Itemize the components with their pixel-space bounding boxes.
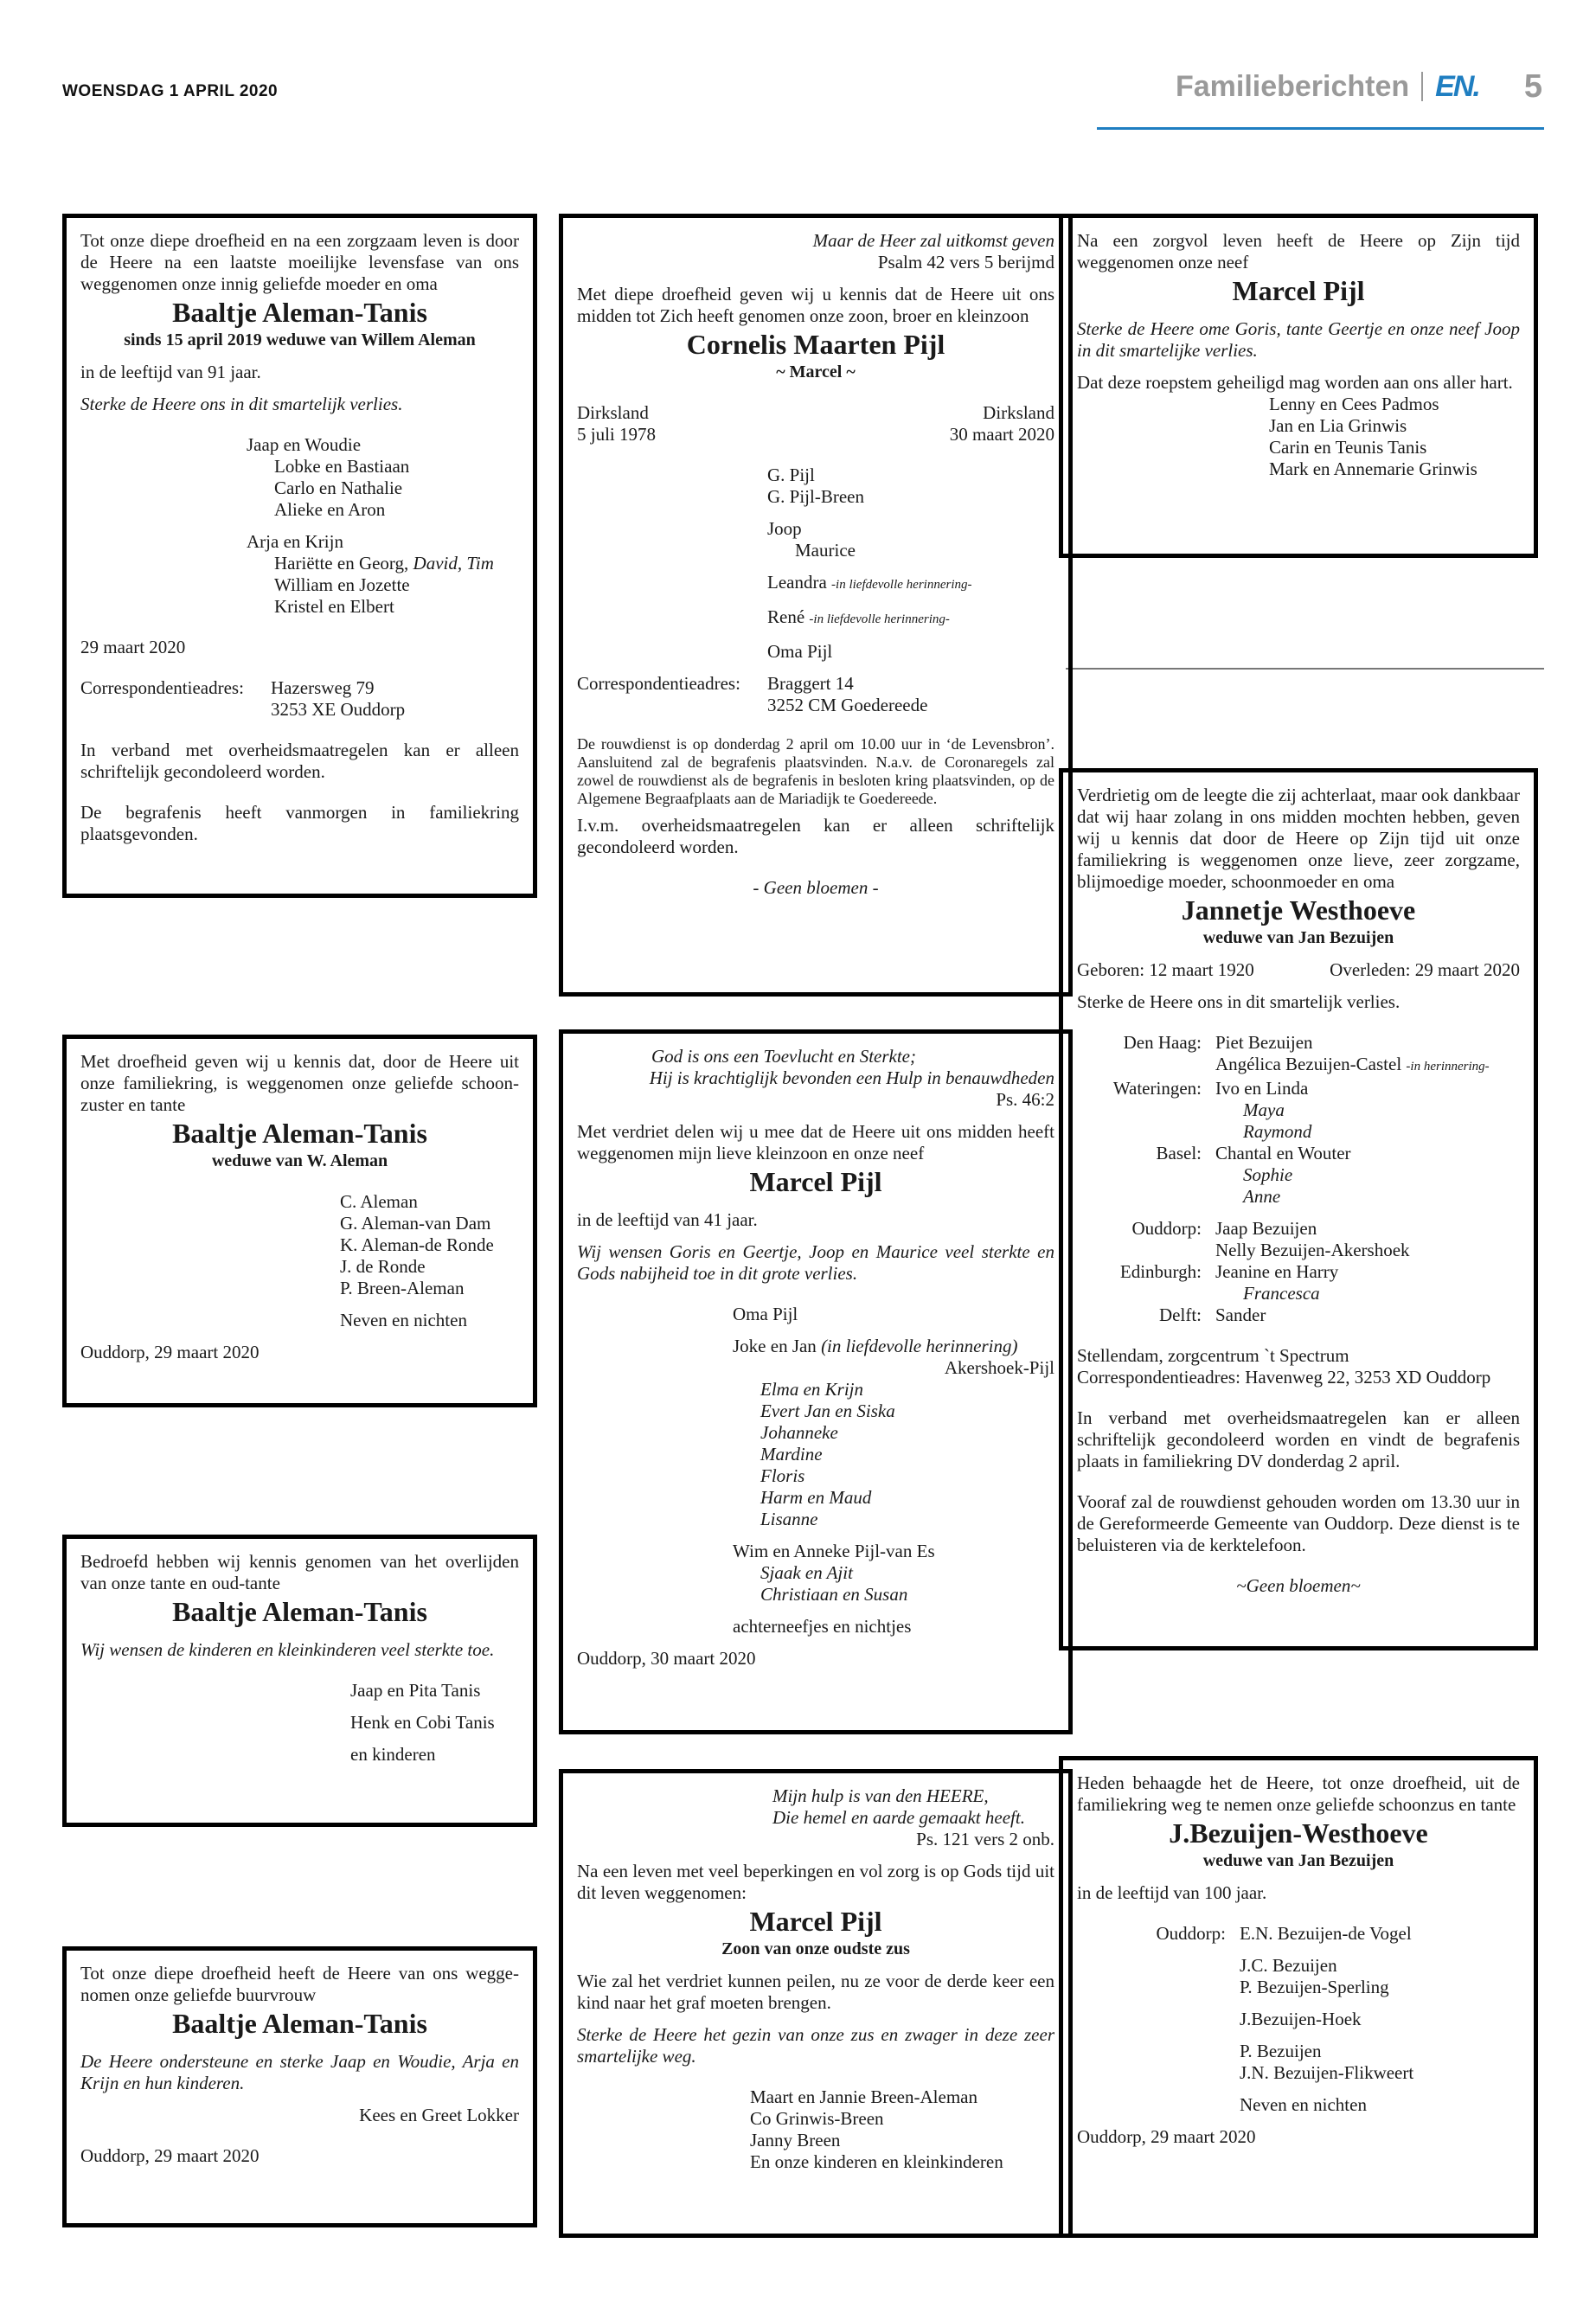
deceased-subtitle: weduwe van W. Aleman xyxy=(211,1151,388,1170)
family-list xyxy=(577,465,1054,663)
death-notice-1 xyxy=(62,214,537,898)
family-member: Jeanine en Harry xyxy=(1215,1261,1339,1282)
quote: Maar de Heer zal uitkomst geven xyxy=(812,230,1054,251)
notice-note: Vooraf zal de rouwdienst gehouden worden om 13.30 uur in de Gereformeerde Gemeente van Ouddorp. Deze dienst is te beluisteren via de kerktelefoon. xyxy=(1077,1491,1520,1555)
family-member: achterneefjes en nichtjes xyxy=(733,1616,912,1637)
family-member: en kinderen xyxy=(350,1744,436,1765)
family-list xyxy=(1077,394,1520,480)
family-by-place xyxy=(1077,1032,1520,1326)
header-rule xyxy=(1097,127,1544,130)
deceased-name: Baaltje Aleman-Tanis xyxy=(172,297,427,328)
deceased-name: Marcel Pijl xyxy=(749,1166,882,1197)
family-member: P. Bezuijen-Sperling xyxy=(1240,1977,1389,1997)
family-member: Johanneke xyxy=(760,1422,838,1443)
notice-date: Ouddorp, 29 maart 2020 xyxy=(80,1342,260,1362)
family-member: Angélica Bezuijen-Castel xyxy=(1215,1054,1407,1074)
header-divider xyxy=(1421,72,1423,101)
column-separator xyxy=(1066,668,1544,670)
notice-intro: Met verdriet delen wij u mee dat de Heere uit ons midden heeft weggenomen mijn lieve kleinzoon en onze neef xyxy=(577,1121,1054,1163)
verse-line: Sterke de Heere ons in dit smartelijk verlies. xyxy=(80,394,403,414)
family-member: Henk en Cobi Tanis xyxy=(350,1712,495,1733)
corr-street: Hazersweg 79 xyxy=(271,677,375,698)
page-header-right xyxy=(1176,69,1542,104)
place-label: Basel: xyxy=(1156,1143,1202,1163)
family-member: E.N. Bezuijen-de Vogel xyxy=(1240,1923,1412,1944)
corr-street: Braggert 14 xyxy=(767,673,854,694)
place-label: Ouddorp: xyxy=(1131,1218,1202,1239)
family-member: Ivo en Linda xyxy=(1215,1078,1309,1099)
place-label: Delft: xyxy=(1159,1304,1202,1325)
family-member: J. de Ronde xyxy=(340,1256,426,1277)
service-info: De rouwdienst is op donderdag 2 april om 10.00 uur in ‘de Levensbron’. Aansluitend zal de begrafenis plaatsvinden. N.a.v. de Coronaregels zal zowel de rouwdienst als de begrafenis in besloten kring plaatsvinden, op de Algemene Begraafplaats aan de Mariadijk te Goedereede. xyxy=(577,735,1054,807)
family-member: Leandra xyxy=(767,572,827,593)
family-member: P. Bezuijen xyxy=(1240,2041,1322,2061)
notice-note: I.v.m. overheidsmaatregelen kan er alleen schriftelijk gecondoleerd worden. xyxy=(577,815,1054,857)
death-place: Dirksland xyxy=(983,402,1054,423)
family-member: Hariëtte en Georg, xyxy=(274,553,413,574)
family-member: Oma Pijl xyxy=(733,1304,798,1324)
family-member: Maya xyxy=(1243,1099,1285,1120)
notice-intro: Met droefheid geven wij u kennis dat, door de Heere uit onze familiekring, is weggenomen onze geliefde schoon-zuster en tante xyxy=(80,1051,519,1115)
family-member: Anne xyxy=(1243,1186,1281,1207)
birth-place: Dirksland xyxy=(577,402,649,423)
en-logo: EN. xyxy=(1435,69,1479,103)
verse-line: Sterke de Heere ons in dit smartelijk verlies. xyxy=(1077,991,1401,1012)
death-notice-2 xyxy=(62,1035,537,1407)
verse-line: Sterke de Heere het gezin van onze zus en zwager in deze zeer smartelijke weg. xyxy=(577,2024,1054,2067)
memory-note: -in liefdevolle herinnering- xyxy=(809,612,950,626)
deceased-name: Baaltje Aleman-Tanis xyxy=(172,1118,427,1149)
place-label: Den Haag: xyxy=(1123,1032,1202,1053)
death-notice-7 xyxy=(559,1769,1073,2238)
quote-line: Hij is krachtiglijk bevonden een Hulp in benauwdheden xyxy=(649,1067,1054,1088)
verse-line: De Heere ondersteune en sterke Jaap en Woudie, Arja en Krijn en hun kinderen. xyxy=(80,2051,519,2093)
family-member: Elma en Krijn xyxy=(760,1379,863,1400)
family-member: Maart en Jannie Breen-Aleman xyxy=(750,2086,977,2107)
quote-reference: Ps. 121 vers 2 onb. xyxy=(916,1829,1054,1849)
family-member: G. Pijl-Breen xyxy=(767,486,864,507)
page-date: WOENSDAG 1 APRIL 2020 xyxy=(62,82,279,100)
family-member: J.N. Bezuijen-Flikweert xyxy=(1240,2062,1414,2083)
death-notice-8 xyxy=(1059,214,1538,558)
family-member: P. Breen-Aleman xyxy=(340,1278,465,1298)
age-line: in de leeftijd van 91 jaar. xyxy=(80,362,261,382)
address-line: Stellendam, zorgcentrum `t Spectrum xyxy=(1077,1345,1349,1366)
notice-text: Dat deze roepstem geheiligd mag worden aan ons aller hart. xyxy=(1077,372,1513,393)
age-line: in de leeftijd van 41 jaar. xyxy=(577,1209,758,1230)
family-list xyxy=(577,2086,1054,2173)
memory-note: -in herinnering- xyxy=(1406,1060,1490,1074)
notice-intro: Tot onze diepe droefheid heeft de Heere van ons wegge-nomen onze geliefde buurvrouw xyxy=(80,1963,519,2005)
family-member: Sjaak en Ajit xyxy=(760,1562,853,1583)
family-member: René xyxy=(767,606,805,627)
family-member: Neven en nichten xyxy=(1240,2094,1367,2115)
notice-note: In verband met overheidsmaatregelen kan er alleen schriftelijk gecondoleerd worden en vindt de begrafenis plaats in familiekring DV donderdag 2 april. xyxy=(1077,1407,1520,1471)
deceased-subtitle: sinds 15 april 2019 weduwe van Willem Aleman xyxy=(124,330,476,349)
notice-text: Wie zal het verdriet kunnen peilen, nu ze voor de derde keer een kind naar het graf moeten brengen. xyxy=(577,1971,1054,2013)
family-member: Kristel en Elbert xyxy=(274,596,394,617)
family-by-place xyxy=(1077,1923,1520,2116)
family-list xyxy=(80,434,519,618)
memory-note: -in liefdevolle herinnering- xyxy=(831,578,972,592)
corr-city: 3252 CM Goedereede xyxy=(767,695,928,715)
family-member: C. Aleman xyxy=(340,1191,418,1212)
death-notice-5 xyxy=(559,214,1073,997)
notice-note: De begrafenis heeft vanmorgen in familiekring plaatsgevonden. xyxy=(80,802,519,844)
family-member: Francesca xyxy=(1243,1283,1320,1304)
notice-date: Ouddorp, 29 maart 2020 xyxy=(1077,2126,1256,2147)
notice-date: Ouddorp, 29 maart 2020 xyxy=(80,2145,260,2166)
family-member: J.Bezuijen-Hoek xyxy=(1240,2009,1362,2029)
family-member: Akershoek-Pijl xyxy=(944,1357,1054,1378)
quote-reference: Ps. 46:2 xyxy=(996,1089,1054,1110)
family-member: Maurice xyxy=(795,540,856,561)
deceased-name: Baaltje Aleman-Tanis xyxy=(172,1596,427,1627)
closing-line: - Geen bloemen - xyxy=(753,877,879,898)
family-member: Jaap en Woudie xyxy=(247,434,362,455)
deceased-name: Marcel Pijl xyxy=(1232,275,1365,306)
family-list xyxy=(80,1680,519,1766)
family-member: Sander xyxy=(1215,1304,1266,1325)
notice-intro: Met diepe droefheid geven wij u kennis dat de Heere uit ons midden tot Zich heeft genomen onze zoon, broer en kleinzoon xyxy=(577,284,1054,326)
notice-intro: Na een zorgvol leven heeft de Heere op Zijn tijd weggenomen onze neef xyxy=(1077,230,1520,272)
family-member: J.C. Bezuijen xyxy=(1240,1955,1337,1976)
quote-line: God is ons een Toevlucht en Sterkte; xyxy=(651,1046,916,1067)
place-label: Edinburgh: xyxy=(1119,1261,1202,1282)
family-member: Floris xyxy=(760,1465,805,1486)
page-number: 5 xyxy=(1523,67,1542,105)
death-date: Overleden: 29 maart 2020 xyxy=(1330,959,1520,980)
deceased-name: Marcel Pijl xyxy=(749,1906,882,1937)
deceased-name: Baaltje Aleman-Tanis xyxy=(172,2008,427,2039)
deceased-subtitle: weduwe van Jan Bezuijen xyxy=(1202,1851,1394,1870)
notice-intro: Heden behaagde het de Heere, tot onze droefheid, uit de familiekring weg te nemen onze geliefde schoonzus en tante xyxy=(1077,1772,1520,1815)
corr-label: Correspondentieadres: xyxy=(80,677,244,698)
family-member: En onze kinderen en kleinkinderen xyxy=(750,2151,1003,2172)
notice-date: Ouddorp, 30 maart 2020 xyxy=(577,1648,756,1669)
deceased-subtitle: weduwe van Jan Bezuijen xyxy=(1202,928,1394,947)
closing-line: ~Geen bloemen~ xyxy=(1236,1575,1361,1596)
family-list xyxy=(577,1304,1054,1638)
family-member: Lenny en Cees Padmos xyxy=(1269,394,1439,414)
family-member: Christiaan en Susan xyxy=(760,1584,908,1605)
family-member: Raymond xyxy=(1243,1121,1312,1142)
birth-date: Geboren: 12 maart 1920 xyxy=(1077,959,1254,980)
quote-reference: Psalm 42 vers 5 berijmd xyxy=(877,252,1054,272)
family-member: Jaap en Pita Tanis xyxy=(350,1680,481,1701)
family-member: K. Aleman-de Ronde xyxy=(340,1234,494,1255)
deceased-subtitle: Zoon van onze oudste zus xyxy=(721,1939,910,1958)
family-member: Co Grinwis-Breen xyxy=(750,2108,884,2129)
family-member: Neven en nichten xyxy=(340,1310,467,1330)
family-member: Nelly Bezuijen-Akershoek xyxy=(1215,1240,1410,1260)
family-member: Joop xyxy=(767,518,802,539)
family-member: Oma Pijl xyxy=(767,641,833,662)
address-line: Correspondentieadres: Havenweg 22, 3253 XD Ouddorp xyxy=(1077,1367,1491,1388)
place-label: Wateringen: xyxy=(1112,1078,1202,1099)
deceased-name: Jannetje Westhoeve xyxy=(1181,894,1416,926)
family-member: Wim en Anneke Pijl-van Es xyxy=(733,1541,935,1561)
verse-line: Wij wensen de kinderen en kleinkinderen veel sterkte toe. xyxy=(80,1639,495,1660)
age-line: in de leeftijd van 100 jaar. xyxy=(1077,1882,1267,1903)
death-notice-3 xyxy=(62,1535,537,1827)
family-member: Sophie xyxy=(1243,1164,1293,1185)
family-member-children: David, Tim xyxy=(413,553,494,574)
death-notice-9 xyxy=(1059,768,1538,1650)
notice-date: 29 maart 2020 xyxy=(80,637,186,657)
family-member: Janny Breen xyxy=(750,2130,841,2150)
family-member: Mark en Annemarie Grinwis xyxy=(1269,458,1477,479)
family-member: Mardine xyxy=(760,1444,823,1465)
death-notice-10 xyxy=(1059,1756,1538,2238)
family-member: G. Aleman-van Dam xyxy=(340,1213,491,1234)
family-member: Carin en Teunis Tanis xyxy=(1269,437,1427,458)
deceased-name: Cornelis Maarten Pijl xyxy=(686,329,945,360)
family-member: Arja en Krijn xyxy=(247,531,343,552)
memory-note: (in liefdevolle herinnering) xyxy=(821,1336,1018,1356)
verse-line: Sterke de Heere ome Goris, tante Geertje en onze neef Joop in dit smartelijke verlies. xyxy=(1077,318,1520,361)
notice-intro: Tot onze diepe droefheid en na een zorgzaam leven is door de Heere na een laatste moeilijke levensfase van ons weggenomen onze innig geliefde moeder en oma xyxy=(80,230,519,294)
family-member: Piet Bezuijen xyxy=(1215,1032,1313,1053)
family-member: Evert Jan en Siska xyxy=(760,1400,895,1421)
family-list xyxy=(80,1191,519,1331)
family-member: Carlo en Nathalie xyxy=(274,478,403,498)
family-member: Jaap Bezuijen xyxy=(1215,1218,1317,1239)
corr-city: 3253 XE Ouddorp xyxy=(271,699,406,720)
family-member: Joke en Jan xyxy=(733,1336,822,1356)
deceased-nickname: ~ Marcel ~ xyxy=(776,362,856,381)
family-member: Jan en Lia Grinwis xyxy=(1269,415,1407,436)
place-label: Ouddorp: xyxy=(1156,1923,1226,1944)
notice-intro: Verdrietig om de leegte die zij achterlaat, maar ook dankbaar dat wij haar zolang in ons midden mochten hebben, geven wij u kennis dat door de Heere op Zijn tijd uit onze familiekring is weggenomen onze lieve, zeer zorgzame, blijmoedige moeder, schoonmoeder en oma xyxy=(1077,785,1520,892)
family-member: G. Pijl xyxy=(767,465,815,485)
quote-line: Mijn hulp is van den HEERE, xyxy=(772,1785,989,1806)
family-member: Lisanne xyxy=(760,1509,818,1529)
death-notice-6 xyxy=(559,1029,1073,1734)
family-member: Chantal en Wouter xyxy=(1215,1143,1351,1163)
family-member: William en Jozette xyxy=(274,574,410,595)
verse-line: Wij wensen Goris en Geertje, Joop en Maurice veel sterkte en Gods nabijheid toe in dit grote verlies. xyxy=(577,1241,1054,1284)
section-title: Familieberichten xyxy=(1175,69,1410,103)
signed-by: Kees en Greet Lokker xyxy=(359,2105,519,2125)
quote-line: Die hemel en aarde gemaakt heeft. xyxy=(772,1807,1025,1828)
family-member: Lobke en Bastiaan xyxy=(274,456,410,477)
family-member: Harm en Maud xyxy=(760,1487,872,1508)
corr-label: Correspondentieadres: xyxy=(577,673,740,694)
family-member: Alieke en Aron xyxy=(274,499,386,520)
notice-intro: Na een leven met veel beperkingen en vol zorg is op Gods tijd uit dit leven weggenomen: xyxy=(577,1861,1054,1903)
death-date: 30 maart 2020 xyxy=(949,424,1054,445)
deceased-name: J.Bezuijen-Westhoeve xyxy=(1169,1817,1428,1849)
death-notice-4 xyxy=(62,1946,537,2227)
notice-intro: Bedroefd hebben wij kennis genomen van het overlijden van onze tante en oud-tante xyxy=(80,1551,519,1593)
birth-date: 5 juli 1978 xyxy=(577,424,657,445)
notice-note: In verband met overheidsmaatregelen kan er alleen schriftelijk gecondoleerd worden. xyxy=(80,740,519,782)
